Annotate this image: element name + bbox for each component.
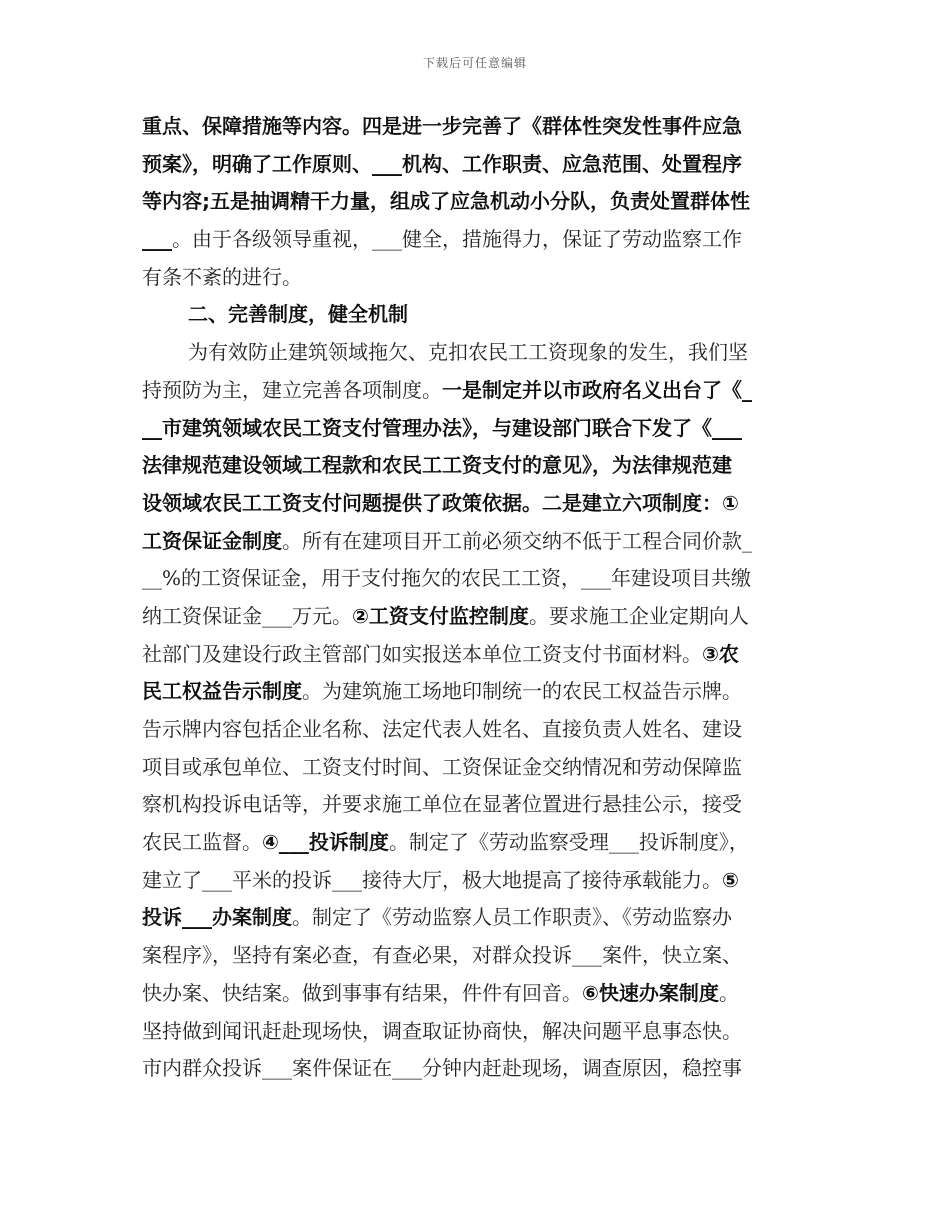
text-segment: 坚持做到闻讯赶赴现场快，调查取证协商快，解决问题平息事态快。: [142, 1018, 742, 1043]
text-segment: 。由于各级领导重视，___健全，措施得力，保证了劳动监察工作: [172, 227, 742, 252]
text-line: [142, 673, 812, 711]
bold-text-segment: ___: [142, 227, 172, 252]
text-line: [142, 598, 812, 636]
text-line: [142, 560, 812, 598]
text-segment: 项目或承包单位、工资支付时间、工资保证金交纳情况和劳动保障监: [142, 754, 742, 779]
text-line: [142, 975, 812, 1013]
text-segment: 为有效防止建筑领域拖欠、克扣农民工工资现象的发生，我们坚: [188, 340, 748, 365]
bold-text-segment: 重点、保障措施等内容。四是进一步完善了《群体性突发性事件应急: [142, 114, 742, 138]
text-line: [142, 1050, 812, 1088]
bold-text-segment: 设领域农民工工资支付问题提供了政策依据。二是建立六项制度：①: [142, 490, 739, 515]
text-line: [142, 485, 812, 523]
page-header: 下载后可任意编辑: [422, 56, 527, 70]
text-line: [142, 372, 812, 410]
text-segment: 有条不紊的进行。: [142, 264, 302, 289]
text-segment: 案程序》，坚持有案必查，有查必果，对群众投诉___案件，快立案、: [142, 943, 742, 968]
text-segment: 。: [718, 980, 739, 1005]
bold-text-segment: 二、完善制度，健全机制: [188, 302, 408, 327]
text-line: [142, 447, 812, 485]
bold-text-segment: ③农: [702, 641, 739, 666]
text-line: [142, 296, 812, 334]
text-line: [142, 221, 812, 259]
text-line: [142, 108, 812, 146]
text-line: [142, 862, 812, 900]
text-segment: 快办案、快结案。做到事事有结果，件件有回音。: [142, 980, 582, 1005]
bold-text-segment: __市建筑领域农民工资支付管理办法》，与建设部门联合下发了《___: [142, 415, 742, 440]
text-line: [142, 146, 812, 184]
text-segment: 。制定了《劳动监察受理___投诉制度》，: [388, 830, 749, 855]
text-segment: 纳工资保证金___万元。: [142, 603, 352, 628]
text-segment: 持预防为主，建立完善各项制度。: [142, 377, 442, 402]
bold-text-segment: 一是制定并以市政府名义出台了《_: [442, 377, 752, 402]
text-line: [142, 259, 812, 297]
text-line: [142, 937, 812, 975]
bold-text-segment: ②工资支付监控制度: [352, 603, 529, 628]
text-segment: 建立了___平米的投诉___接待大厅，极大地提高了接待承载能力。: [142, 867, 722, 892]
text-segment: __%的工资保证金，用于支付拖欠的农民工工资，___年建设项目共缴: [142, 566, 752, 591]
text-line: [142, 1013, 812, 1051]
text-line: [142, 899, 812, 937]
text-line: [142, 523, 812, 561]
text-segment: 农民工监督。: [142, 830, 262, 855]
bold-text-segment: ⑤: [722, 867, 739, 892]
text-segment: 。制定了《劳动监察人员工作职责》、《劳动监察办: [292, 905, 732, 930]
text-segment: 社部门及建设行政主管部门如实报送本单位工资支付书面材料。: [142, 641, 702, 666]
text-segment: 告示牌内容包括企业名称、法定代表人姓名、直接负责人姓名、建设: [142, 717, 742, 741]
text-line: [142, 183, 812, 221]
bold-text-segment: 法律规范建设领域工程款和农民工工资支付的意见》，为法律规范建: [142, 453, 732, 478]
text-line: [142, 786, 812, 824]
text-line: [142, 636, 812, 674]
bold-text-segment: ④___投诉制度: [262, 830, 389, 855]
text-line: [142, 334, 812, 372]
text-segment: 察机构投诉电话等，并要求施工单位在显著位置进行悬挂公示，接受: [142, 792, 742, 817]
text-segment: 。要求施工企业定期向人: [528, 603, 749, 628]
text-line: [142, 711, 812, 749]
text-line: [142, 410, 812, 448]
bold-text-segment: 民工权益告示制度: [142, 679, 302, 704]
bold-text-segment: 投诉___办案制度: [142, 905, 292, 930]
text-segment: 。为建筑施工场地印制统一的农民工权益告示牌。: [302, 679, 742, 704]
text-line: [142, 749, 812, 787]
text-segment: 市内群众投诉___案件保证在___分钟内赶赴现场，调查原因，稳控事: [142, 1056, 742, 1081]
bold-text-segment: ⑥快速办案制度: [582, 980, 719, 1005]
document-body: [142, 108, 812, 1088]
text-line: [142, 824, 812, 862]
bold-text-segment: 等内容;五是抽调精干力量，组成了应急机动小分队，负责处置群体性: [142, 189, 750, 214]
bold-text-segment: 预案》，明确了工作原则、___机构、工作职责、应急范围、处置程序: [142, 151, 742, 176]
bold-text-segment: 工资保证金制度: [142, 528, 282, 553]
text-segment: 。所有在建项目开工前必须交纳不低于工程合同价款_: [282, 528, 752, 553]
